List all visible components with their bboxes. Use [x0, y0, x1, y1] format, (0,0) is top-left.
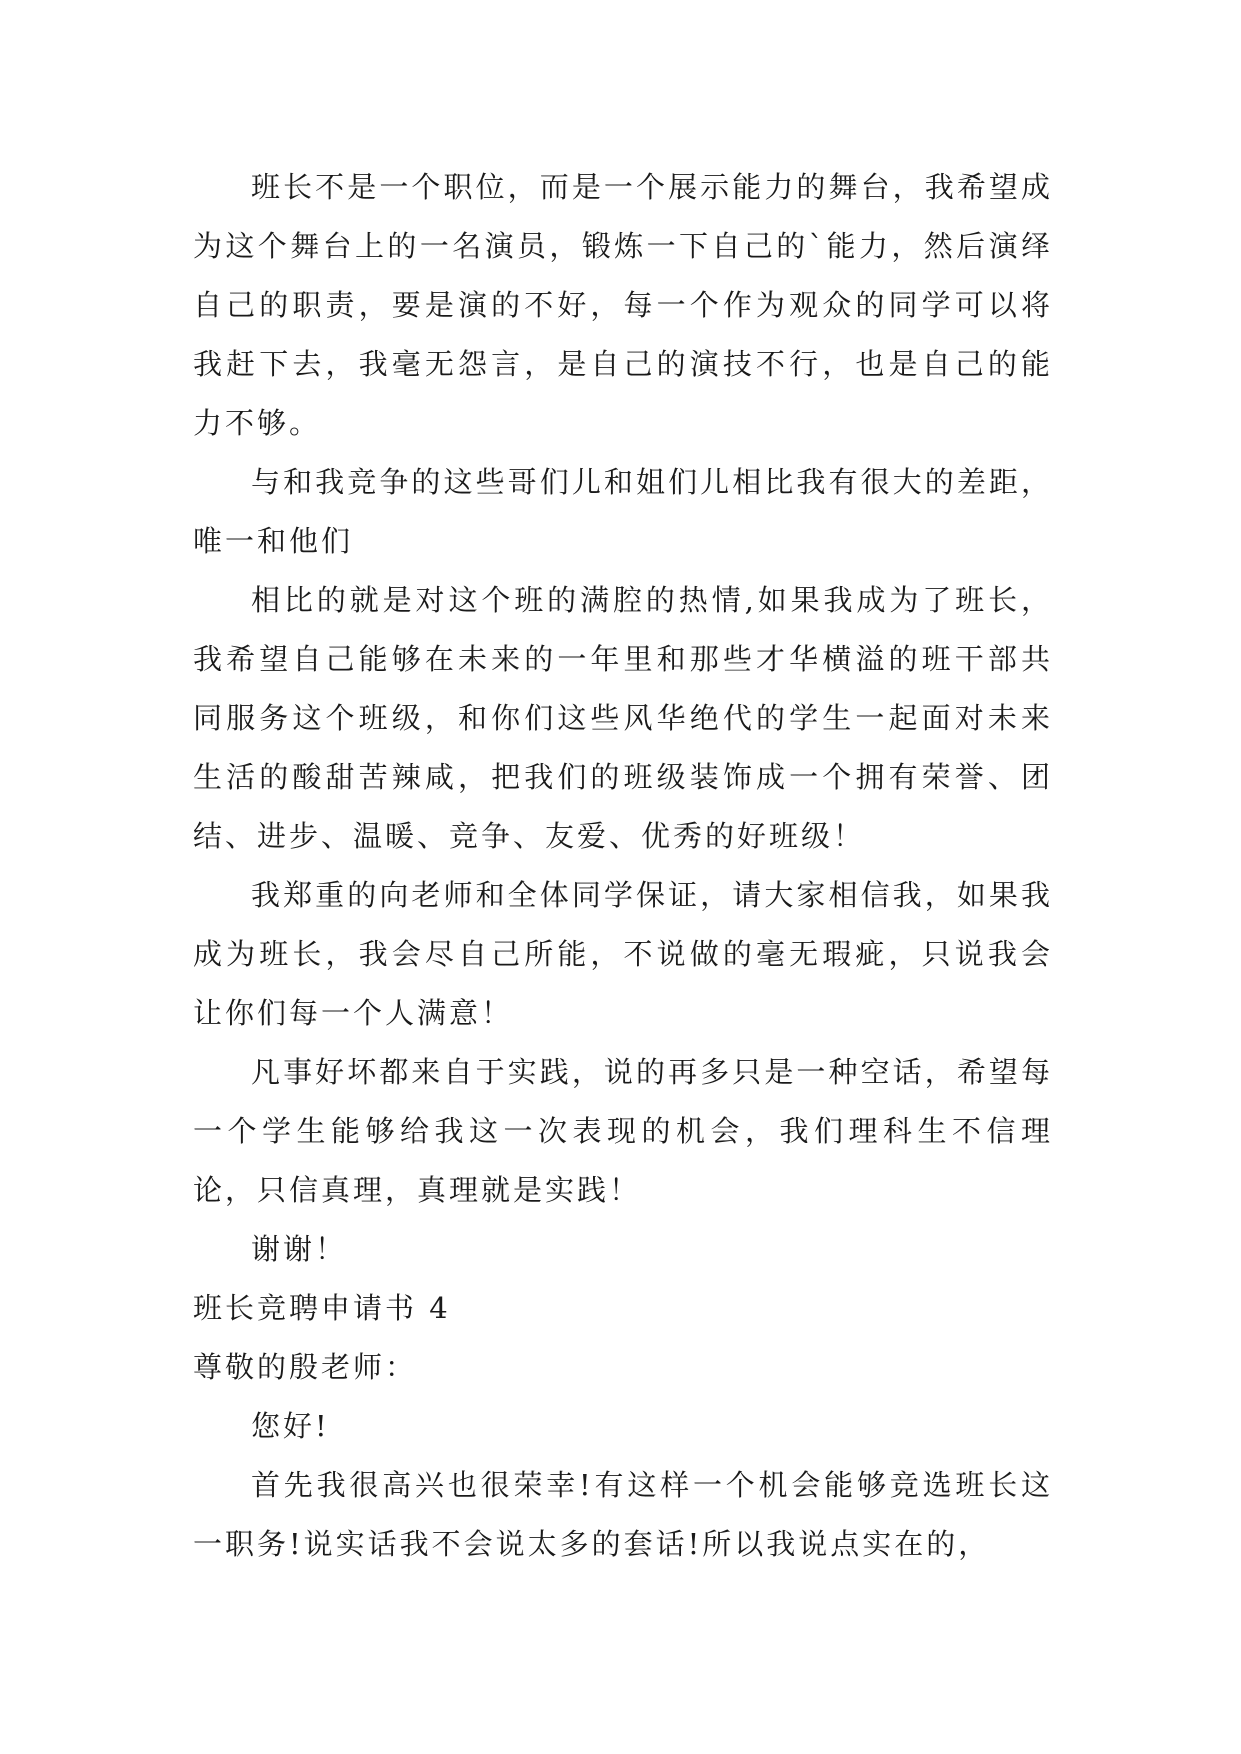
paragraph-5: 凡事好坏都来自于实践，说的再多只是一种空话，希望每一个学生能够给我这一次表现的机会，我们理科生不信理论，只信真理，真理就是实践！ — [193, 1055, 1053, 1207]
paragraph-2: 与和我竞争的这些哥们儿和姐们儿相比我有很大的差距，唯一和他们 — [193, 465, 1053, 558]
document-page — [193, 158, 1053, 1574]
section-heading: 班长竞聘申请书 4 — [193, 1291, 451, 1325]
salutation: 尊敬的殷老师： — [193, 1350, 418, 1384]
paragraph-3: 相比的就是对这个班的满腔的热情,如果我成为了班长，我希望自己能够在未来的一年里和那些才华横溢的班干部共同服务这个班级，和你们这些风华绝代的学生一起面对未来生活的酸甜苦辣咸，把我们的班级装饰成一个拥有荣誉、团结、进步、温暖、竞争、友爱、优秀的好班级！ — [193, 583, 1053, 853]
paragraph-1: 班长不是一个职位，而是一个展示能力的舞台，我希望成为这个舞台上的一名演员，锻炼一下自己的`能力，然后演绎自己的职责，要是演的不好，每一个作为观众的同学可以将我赶下去，我毫无怨言，是自己的演技不行，也是自己的能力不够。 — [193, 170, 1053, 440]
paragraph-thanks: 谢谢！ — [251, 1232, 348, 1266]
paragraph-4: 我郑重的向老师和全体同学保证，请大家相信我，如果我成为班长，我会尽自己所能，不说做的毫无瑕疵，只说我会让你们每一个人满意！ — [193, 878, 1053, 1030]
greeting: 您好! — [251, 1409, 330, 1443]
paragraph-10: 首先我很高兴也很荣幸!有这样一个机会能够竞选班长这一职务!说实话我不会说太多的套话!所以我说点实在的， — [193, 1468, 1053, 1561]
